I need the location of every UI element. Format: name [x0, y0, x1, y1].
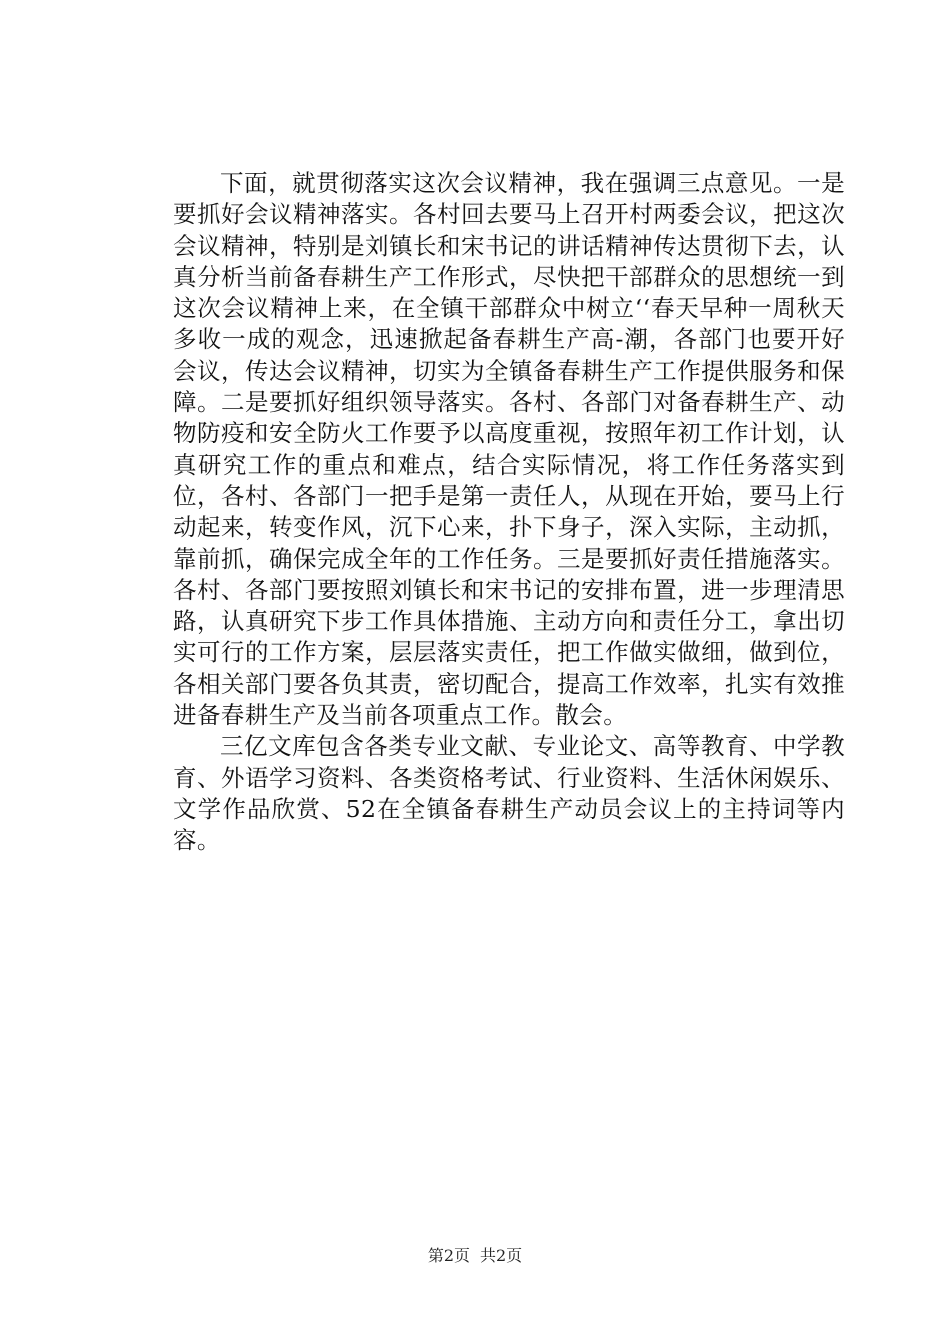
- page-number: 第2页: [427, 1246, 470, 1265]
- page-total: 共2页: [480, 1246, 523, 1265]
- body-paragraph-library-note: 三亿文库包含各类专业文献、专业论文、高等教育、中学教育、外语学习资料、各类资格考试、行业资料、生活休闲娱乐、文学作品欣赏、52在全镇备春耕生产动员会议上的主持词等内容。: [173, 732, 845, 855]
- body-paragraph-speech: 下面，就贯彻落实这次会议精神，我在强调三点意见。一是要抓好会议精神落实。各村回去要马上召开村两委会议，把这次会议精神，特别是刘镇长和宋书记的讲话精神传达贯彻下去，认真分析当前备春耕生产工作形式，尽快把干部群众的思想统一到这次会议精神上来，在全镇干部群众中树立‘‘春天早种一周秋天多收一成的观念，迅速掀起备春耕生产高-潮，各部门也要开好会议，传达会议精神，切实为全镇备春耕生产工作提供服务和保障。二是要抓好组织领导落实。各村、各部门对备春耕生产、动物防疫和安全防火工作要予以高度重视，按照年初工作计划，认真研究工作的重点和难点，结合实际情况，将工作任务落实到位，各村、各部门一把手是第一责任人，从现在开始，要马上行动起来，转变作风，沉下心来，扑下身子，深入实际，主动抓，靠前抓，确保完成全年的工作任务。三是要抓好责任措施落实。各村、各部门要按照刘镇长和宋书记的安排布置，进一步理清思路，认真研究下步工作具体措施、主动方向和责任分工，拿出切实可行的工作方案，层层落实责任，把工作做实做细，做到位，各相关部门要各负其责，密切配合，提高工作效率，扎实有效推进备春耕生产及当前各项重点工作。散会。: [173, 169, 845, 730]
- page-footer: [0, 1246, 950, 1266]
- document-body: [173, 168, 845, 857]
